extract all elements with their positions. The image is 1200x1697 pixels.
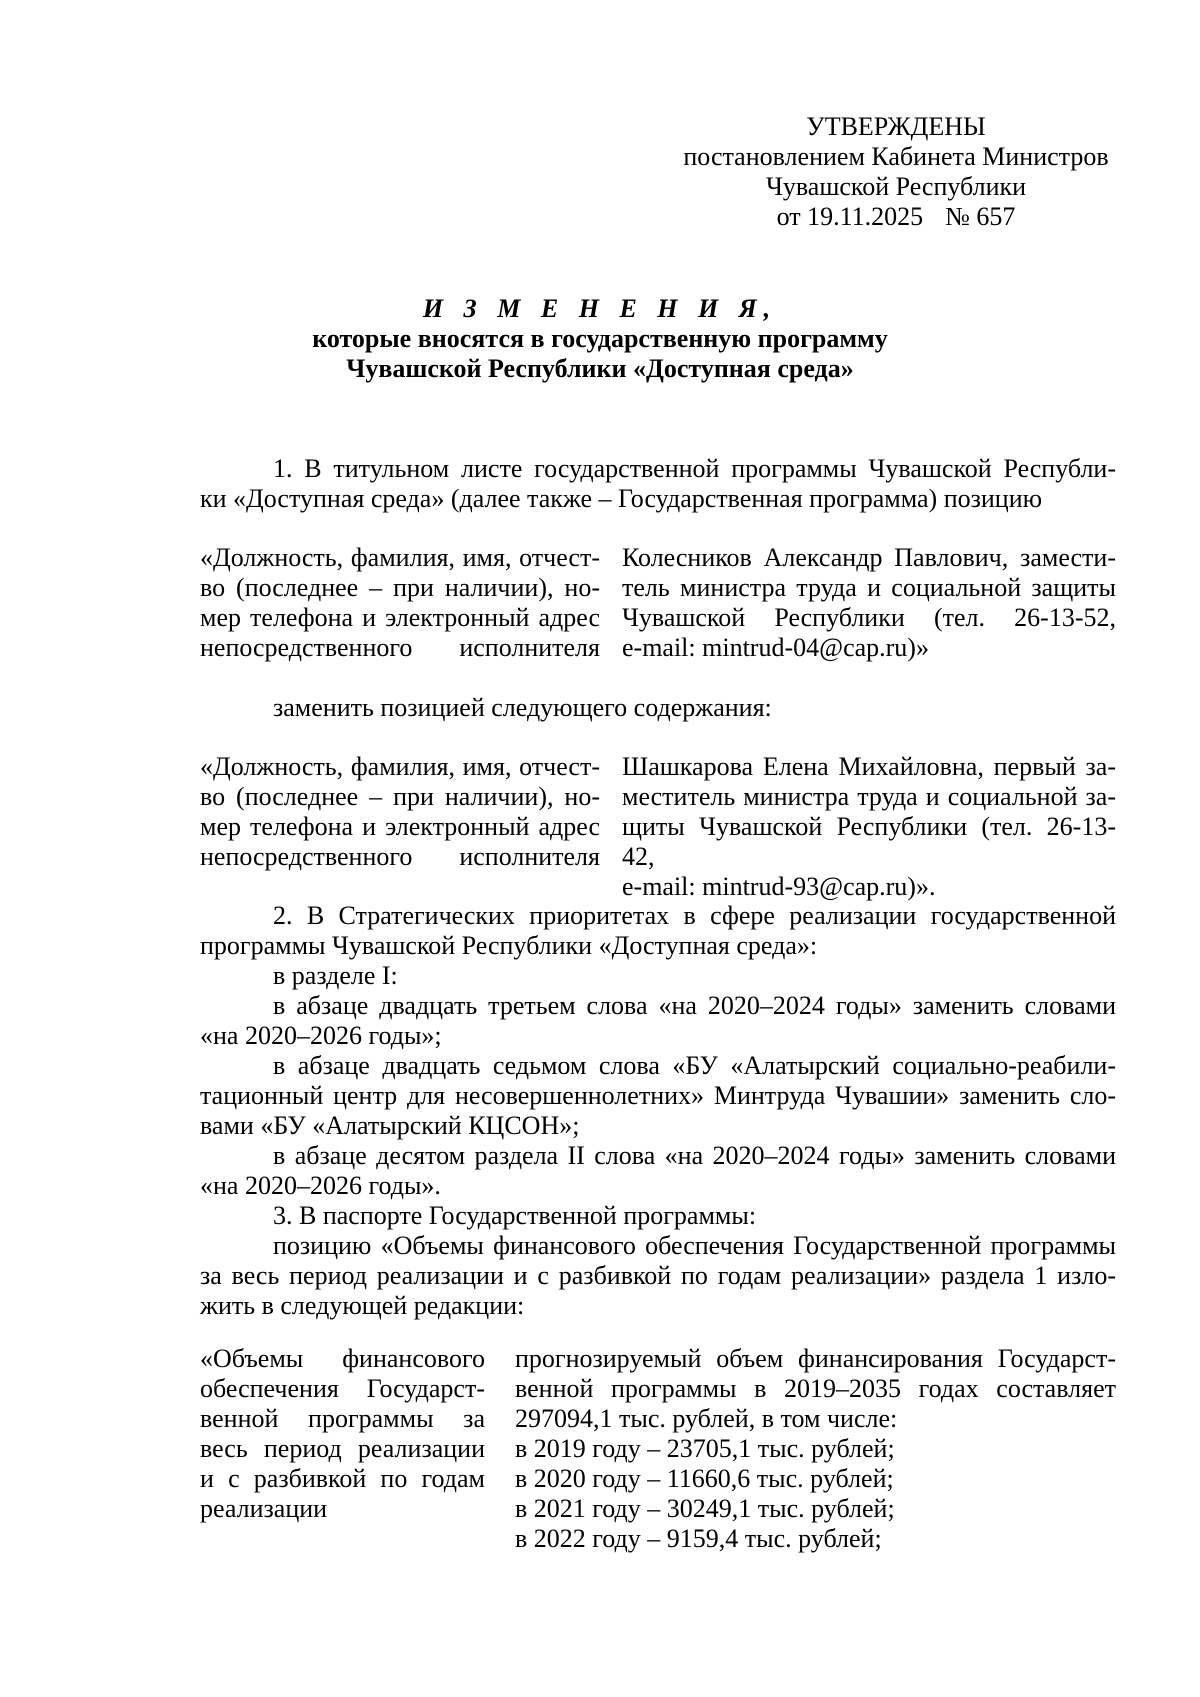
old-value-line: Колесников Александр Павлович, замести-	[622, 543, 1116, 572]
section-2-line: «на 2020–2026 годы».	[200, 1171, 441, 1200]
old-position-table	[200, 543, 1116, 663]
new-position-label	[200, 752, 600, 902]
new-label-line: мер телефона и электронный адрес	[200, 812, 600, 841]
approval-block	[676, 112, 1116, 232]
finance-label-line: реализации	[200, 1494, 328, 1523]
new-value-line: меститель министра труда и социальной за-	[622, 782, 1116, 811]
section-2-line: в абзаце двадцать седьмом слова «БУ «Алатырский социально-реабили-	[273, 1051, 1116, 1080]
finance-value	[515, 1344, 1116, 1554]
finance-year-2021: в 2021 году – 30249,1 тыс. рублей;	[515, 1494, 895, 1523]
finance-year-2020: в 2020 году – 11660,6 тыс. рублей;	[515, 1464, 894, 1493]
finance-year-2019: в 2019 году – 23705,1 тыс. рублей;	[515, 1434, 895, 1463]
new-value-line: e-mail: mintrud-93@cap.ru)».	[622, 872, 936, 901]
section-3-line: позицию «Объемы финансового обеспечения Государственной программы	[273, 1231, 1116, 1260]
old-label-line: во (последнее – при наличии), но-	[200, 573, 600, 602]
old-label-line: мер телефона и электронный адрес	[200, 603, 600, 632]
finance-label-line: венной программы за	[200, 1404, 485, 1433]
finance-value-line: прогнозируемый объем финансирования Государст-	[515, 1344, 1116, 1373]
section-3-line: 3. В паспорте Государственной программы:	[273, 1201, 757, 1230]
approval-date: от 19.11.2025	[776, 202, 924, 231]
section-3-line: за весь период реализации и с разбивкой по годам реализации» раздела 1 изло-	[200, 1261, 1116, 1290]
section-3	[200, 1201, 1116, 1321]
finance-label-line: и с разбивкой по годам	[200, 1464, 485, 1493]
old-label-line: «Должность, фамилия, имя, отчест-	[200, 543, 600, 572]
finance-value-line: 297094,1 тыс. рублей, в том числе:	[515, 1404, 898, 1433]
document-subtitle-2: Чувашской Республики «Доступная среда»	[346, 354, 854, 383]
replace-instruction	[200, 693, 1116, 723]
approval-authority: постановлением Кабинета Министров	[683, 142, 1109, 171]
section-2-line: вами «БУ «Алатырский КЦСОН»;	[200, 1111, 580, 1140]
document-title: И З М Е Н Е Н И Я,	[422, 294, 778, 323]
new-position-table	[200, 752, 1116, 902]
finance-value-line: венной программы в 2019–2035 годах составляет	[515, 1374, 1116, 1403]
section-2-line: тационный центр для несовершеннолетних» Минтруда Чувашии» заменить сло-	[200, 1081, 1116, 1110]
new-label-line: «Должность, фамилия, имя, отчест-	[200, 752, 600, 781]
approval-republic: Чувашской Республики	[765, 172, 1027, 201]
finance-label-line: весь период реализации	[200, 1434, 485, 1463]
section-2-line: 2. В Стратегических приоритетах в сфере реализации государственной	[273, 901, 1116, 930]
old-position-label	[200, 543, 600, 663]
section-2-line: в разделе I:	[273, 961, 398, 990]
old-value-line: тель министра труда и социальной защиты	[622, 573, 1116, 602]
section-2-line: «на 2020–2026 годы»;	[200, 1021, 442, 1050]
finance-label	[200, 1344, 485, 1524]
new-position-value	[622, 752, 1116, 902]
replace-text: заменить позицией следующего содержания:	[273, 693, 772, 722]
finance-label-line: обеспечения Государст-	[200, 1374, 485, 1403]
approval-title: УТВЕРЖДЕНЫ	[806, 112, 986, 141]
approval-date-number	[676, 202, 1116, 232]
new-label-line: непосредственного исполнителя	[200, 842, 600, 871]
approval-number: № 657	[945, 202, 1016, 231]
section-2-line: программы Чувашской Республики «Доступная среда»:	[200, 931, 818, 960]
new-value-line: щиты Чувашской Республики (тел. 26-13-42,	[622, 812, 1116, 871]
section-2-line: в абзаце десятом раздела II слова «на 2020–2024 годы» заменить словами	[273, 1141, 1116, 1170]
document-subtitle-1: которые вносятся в государственную программу	[312, 324, 888, 353]
old-value-line: e-mail: mintrud-04@cap.ru)»	[622, 633, 929, 662]
new-value-line: Шашкарова Елена Михайловна, первый за-	[622, 752, 1116, 781]
document-heading	[200, 294, 1000, 384]
finance-label-line: «Объемы финансового	[200, 1344, 485, 1373]
finance-year-2022: в 2022 году – 9159,4 тыс. рублей;	[515, 1524, 882, 1553]
section-1-line-1: 1. В титульном листе государственной программы Чувашской Республи-	[273, 454, 1116, 483]
section-1-line-2: ки «Доступная среда» (далее также – Государственная программа) позицию	[200, 484, 1043, 513]
old-position-value	[622, 543, 1116, 663]
new-label-line: во (последнее – при наличии), но-	[200, 782, 600, 811]
section-1	[200, 454, 1116, 514]
section-2-line: в абзаце двадцать третьем слова «на 2020–2024 годы» заменить словами	[273, 991, 1116, 1020]
old-label-line: непосредственного исполнителя	[200, 633, 600, 662]
old-value-line: Чувашской Республики (тел. 26-13-52,	[622, 603, 1116, 632]
section-3-line: жить в следующей редакции:	[200, 1291, 525, 1320]
section-2	[200, 901, 1116, 1201]
